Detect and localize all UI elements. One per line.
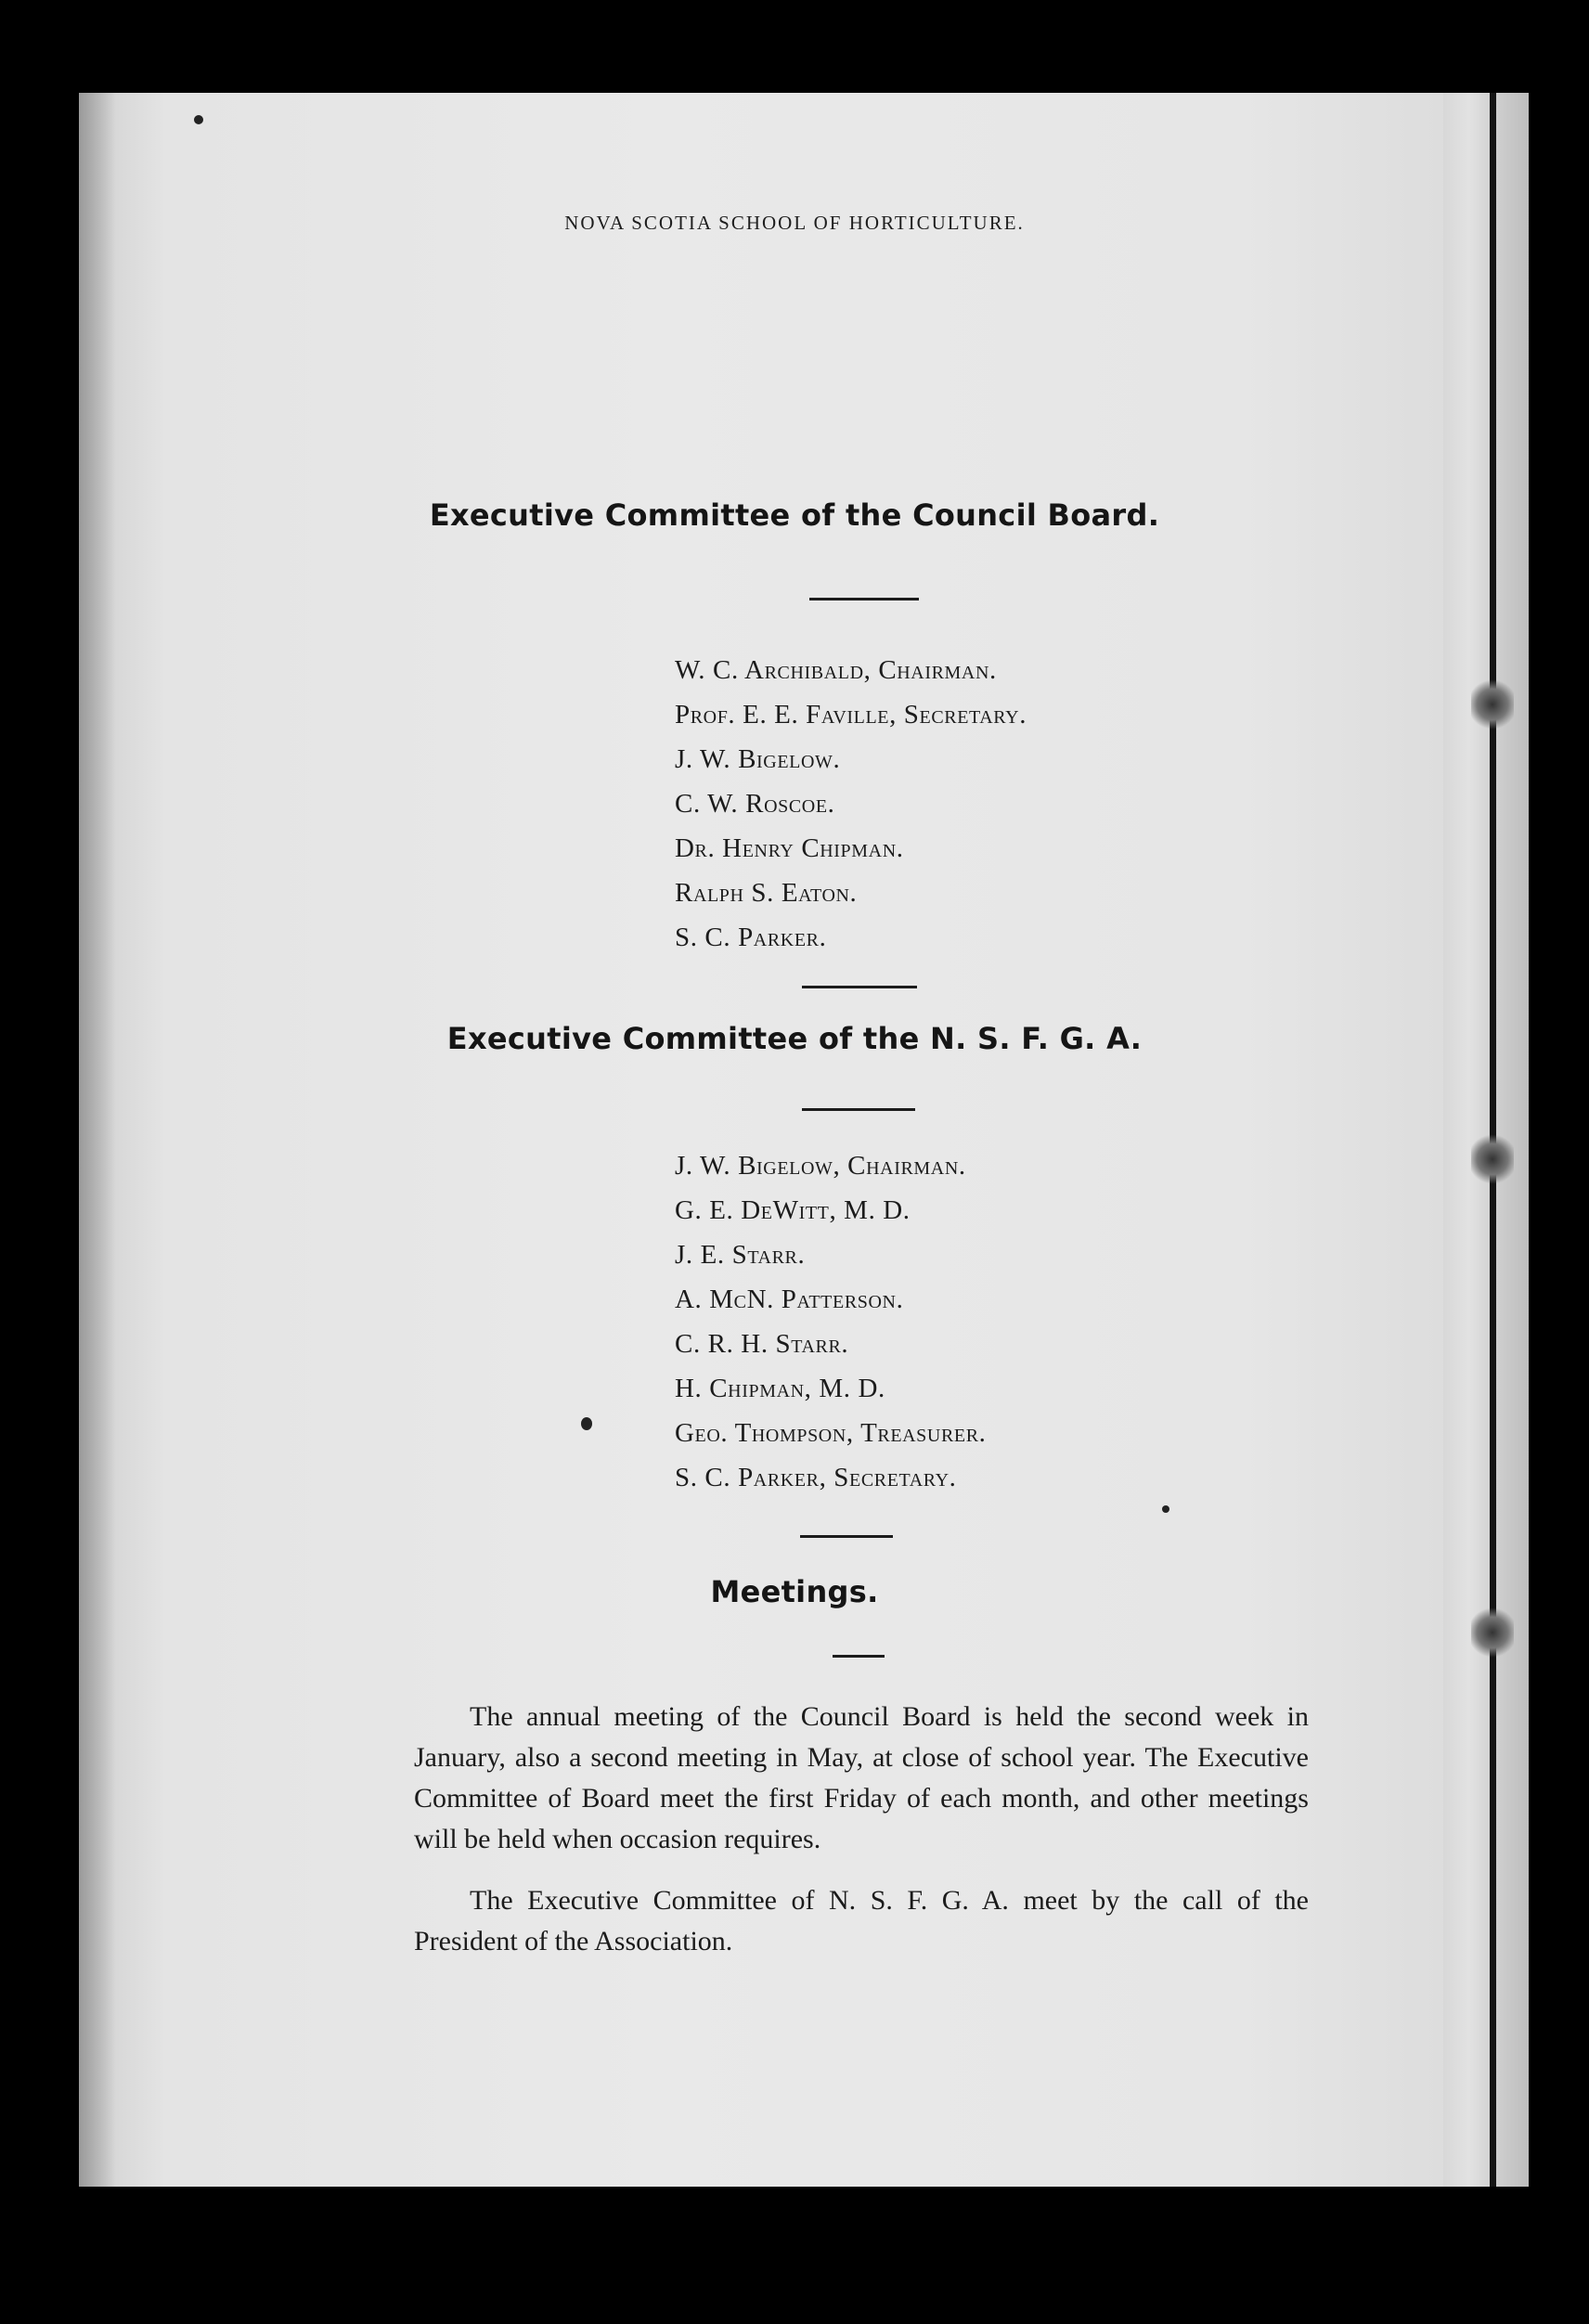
ink-blot — [1162, 1505, 1169, 1513]
council-member-list — [675, 648, 1027, 960]
binding-stitch — [1471, 678, 1514, 731]
list-item: H. Chipman, M. D. — [675, 1374, 885, 1403]
meetings-heading: Meetings. — [710, 1574, 879, 1609]
ink-blot — [194, 115, 203, 124]
binding-stitch — [1471, 1606, 1514, 1659]
divider-rule — [809, 598, 919, 600]
binding-stitch — [1471, 1132, 1514, 1186]
list-item: Geo. Thompson, Treasurer. — [675, 1418, 987, 1448]
council-heading: Executive Committee of the Council Board. — [429, 497, 1160, 533]
nsfga-member-list — [675, 1143, 987, 1500]
running-head: NOVA SCOTIA SCHOOL OF HORTICULTURE. — [564, 212, 1025, 234]
list-item: C. R. H. Starr. — [675, 1329, 849, 1359]
page-shadow — [79, 93, 116, 2187]
list-item: S. C. Parker, Secretary. — [675, 1463, 957, 1492]
list-item: S. C. Parker. — [675, 923, 827, 952]
divider-rule — [800, 1535, 893, 1538]
meetings-paragraph: The annual meeting of the Council Board is held the second week in January, also a second meeting in May, at close of school year. The Executive Committee of Board meet the first Friday of each month, and other meetings will be held when occasion requires. — [414, 1701, 1309, 1854]
list-item: C. W. Roscoe. — [675, 789, 835, 819]
list-item: W. C. Archibald, Chairman. — [675, 655, 997, 685]
meetings-paragraph: The Executive Committee of N. S. F. G. A. meet by the call of the President of the Association. — [414, 1885, 1309, 1956]
divider-rule — [802, 1108, 915, 1111]
list-item: G. E. DeWitt, M. D. — [675, 1195, 911, 1225]
list-item: J. E. Starr. — [675, 1240, 806, 1270]
divider-rule — [802, 986, 917, 988]
scanned-page — [79, 93, 1529, 2187]
divider-rule — [833, 1655, 885, 1658]
list-item: Dr. Henry Chipman. — [675, 833, 904, 863]
ink-blot — [581, 1417, 592, 1430]
nsfga-heading: Executive Committee of the N. S. F. G. A. — [446, 1021, 1143, 1056]
list-item: J. W. Bigelow, Chairman. — [675, 1151, 966, 1181]
list-item: A. McN. Patterson. — [675, 1285, 904, 1314]
list-item: J. W. Bigelow. — [675, 744, 841, 774]
list-item: Ralph S. Eaton. — [675, 878, 858, 908]
list-item: Prof. E. E. Faville, Secretary. — [675, 700, 1027, 729]
